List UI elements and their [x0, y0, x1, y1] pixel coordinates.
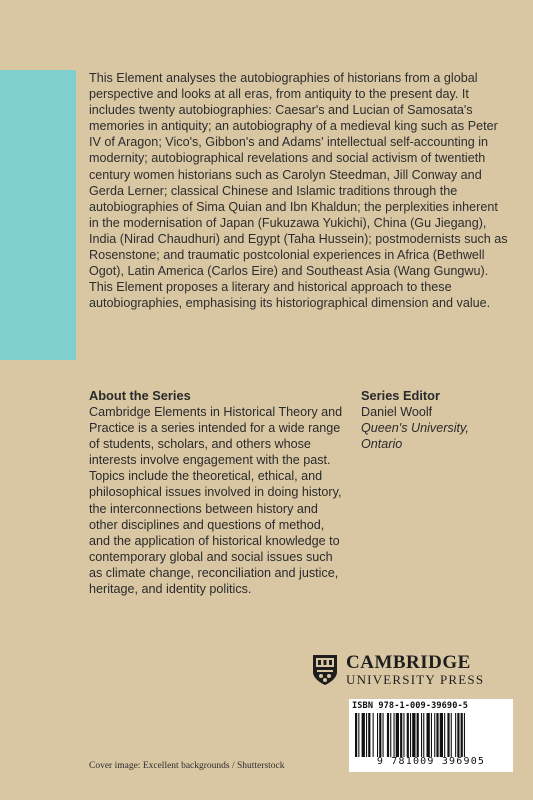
barcode-stripe: [417, 713, 419, 757]
barcode-stripe: [444, 713, 445, 757]
barcode-stripe: [379, 713, 381, 757]
barcode-stripe: [407, 713, 409, 757]
series-editor-heading: Series Editor: [361, 388, 440, 403]
barcode-stripe: [431, 713, 432, 757]
isbn-barcode: [349, 699, 513, 772]
barcode-stripe: [423, 713, 424, 757]
barcode-stripe: [387, 713, 389, 757]
barcode-stripe: [410, 713, 411, 757]
publisher-logo: [312, 652, 512, 688]
barcode-stripe: [396, 713, 399, 757]
barcode-stripe: [436, 713, 438, 757]
barcode-stripe: [366, 713, 367, 757]
barcode-bars: [355, 713, 507, 757]
cover-credit: Cover image: Excellent backgrounds / Shutterstock: [89, 761, 285, 771]
isbn-label: ISBN 978-1-009-39690-5: [352, 701, 469, 711]
publisher-name: CAMBRIDGE: [346, 652, 471, 673]
abstract-text: This Element analyses the autobiographies of historians from a global perspective and looks at all eras, from antiquity to the present day. It includes twenty autobiographies: Caesar's and Lucian of Samosata's memories in antiquity; an autobiography of a medieval king such as Peter IV of Aragon; Vico's, Gibbon's and Adams' intellectual self-accounting in modernity; autobiographical revelations and social activism of twentieth century women historians such as Carolyn Steedman, Jill Conway and Gerda Lerner; classical Chinese and Islamic traditions through the autobiographies of Sima Quian and Ibn Khaldun; the perplexities inherent in the modernisation of Japan (Fukuzawa Yukichi), China (Gu Jiegang), India (Nirad Chaudhuri) and Egypt (Taha Hussein); postmodernists such as Rosenstone; and traumatic postcolonial experiences in Africa (Bethwell Ogot), Latin America (Carlos Eire) and Southeast Asia (Wang Gungwu). This Element proposes a literary and historical approach to these autobiographies, emphasising its historiographical dimension and value.: [89, 71, 508, 311]
barcode-stripe: [358, 713, 359, 757]
barcode-stripe: [355, 713, 357, 757]
barcode-stripe: [373, 713, 374, 757]
barcode-stripe: [362, 713, 365, 757]
about-series-text: Cambridge Elements in Historical Theory and Practice is a series intended for a wide range of students, scholars, and others whose interests involve engagement with the past. Topics include the theoretical, ethical, and philosophical issues involved in doing history, the interconnections between history and other disciplines and questions of method, and the application of historical knowledge to contemporary global and social issues such as climate change, reconciliation and justice, heritage, and identity politics.: [89, 405, 343, 597]
barcode-stripe: [440, 713, 443, 757]
publisher-press: UNIVERSITY PRESS: [346, 672, 485, 687]
barcode-stripe: [403, 713, 404, 757]
barcode-digits: 9 781009 396905: [376, 756, 486, 767]
barcode-stripe: [377, 713, 378, 757]
barcode-stripe: [434, 713, 435, 757]
barcode-stripe: [455, 713, 456, 757]
series-editor: [361, 388, 511, 452]
about-series-heading: About the Series: [89, 388, 191, 403]
barcode-stripe: [451, 713, 452, 757]
barcode-stripe: [400, 713, 402, 757]
barcode-stripe: [457, 713, 459, 757]
barcode-stripe: [447, 713, 449, 757]
accent-bar: [0, 70, 76, 360]
barcode-stripe: [427, 713, 430, 757]
barcode-stripe: [383, 713, 384, 757]
barcode-stripe: [461, 713, 463, 757]
series-editor-name: Daniel Woolf: [361, 405, 433, 419]
barcode-stripe: [390, 713, 391, 757]
barcode-stripe: [368, 713, 370, 757]
series-editor-affiliation: Queen's University, Ontario: [361, 421, 469, 452]
barcode-stripe: [394, 713, 395, 757]
barcode-stripe: [412, 713, 415, 757]
cambridge-shield-icon: [312, 654, 338, 686]
barcode-stripe: [464, 713, 465, 757]
about-series: [89, 388, 347, 597]
barcode-stripe: [421, 713, 422, 757]
